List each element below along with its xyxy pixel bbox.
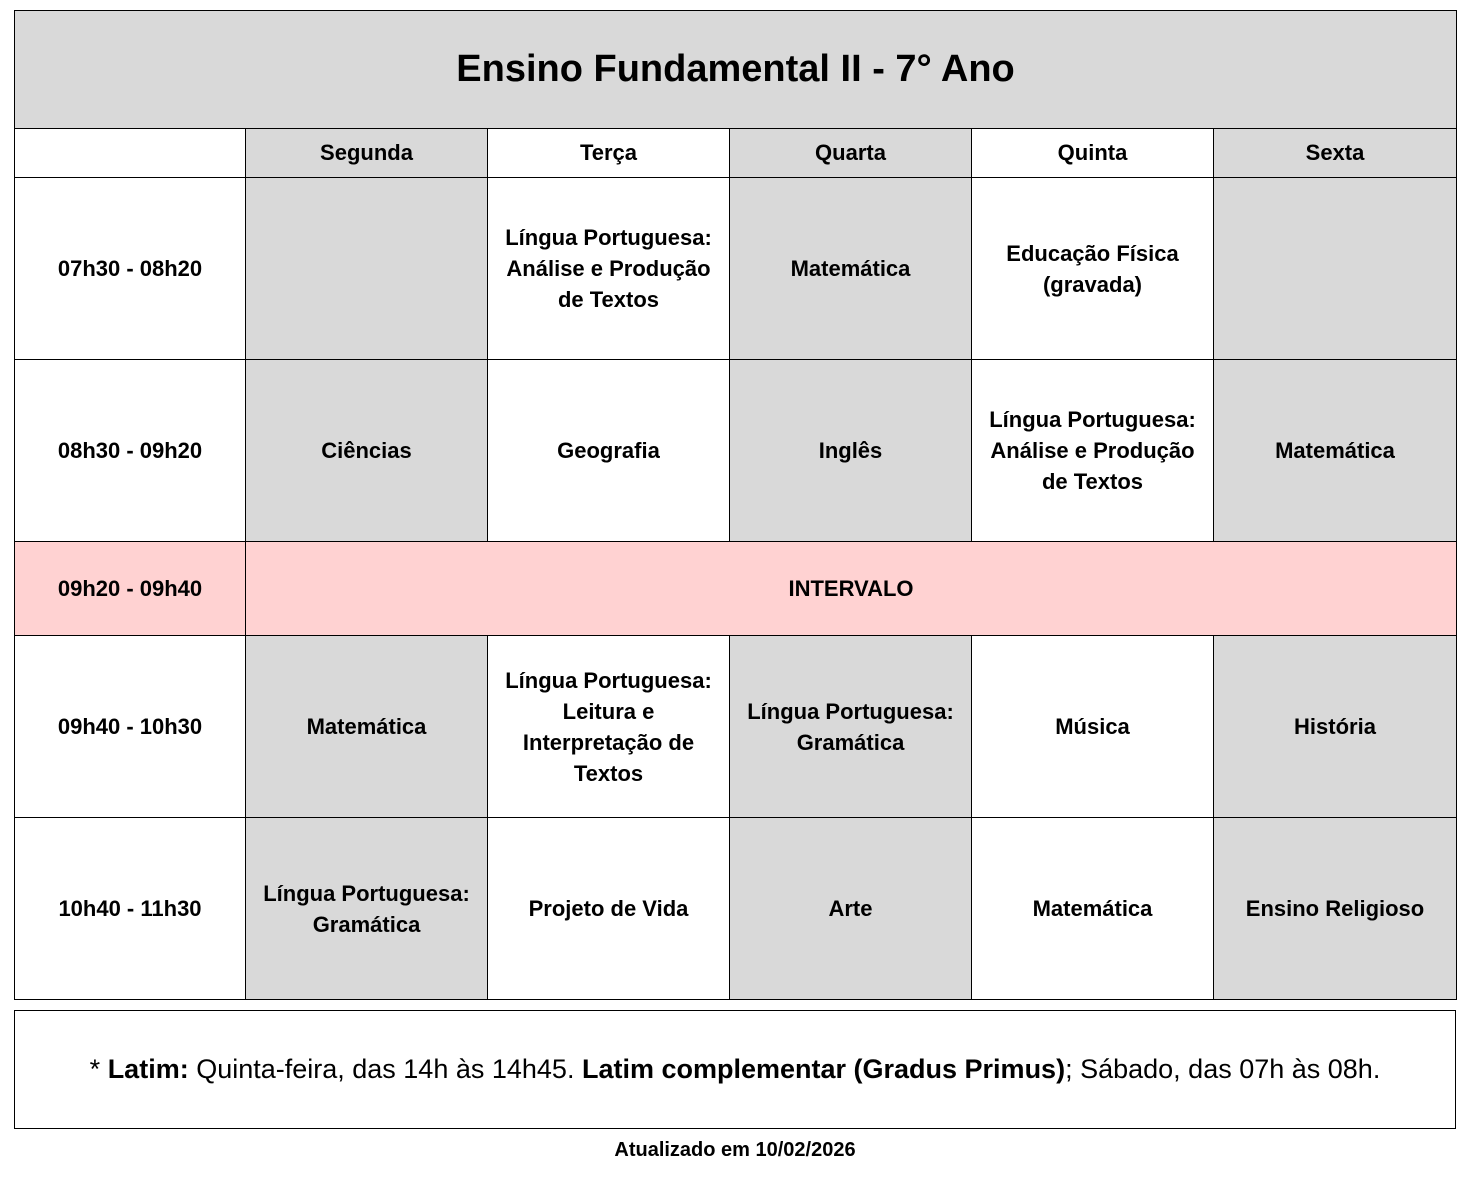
- class-cell: Língua Portuguesa: Gramática: [246, 818, 488, 1000]
- class-cell: Geografia: [488, 360, 730, 542]
- slot-row-3: [15, 636, 1457, 818]
- note-latim-label: Latim:: [107, 1054, 189, 1084]
- break-time-cell: 09h20 - 09h40: [15, 542, 246, 636]
- class-cell: [246, 178, 488, 360]
- slot-row-1: [15, 178, 1457, 360]
- class-cell: [1214, 178, 1457, 360]
- class-cell: Educação Física (gravada): [972, 178, 1214, 360]
- time-cell: 09h40 - 10h30: [15, 636, 246, 818]
- class-cell: Língua Portuguesa: Leitura e Interpretação de Textos: [488, 636, 730, 818]
- class-cell: Língua Portuguesa: Análise e Produção de Textos: [488, 178, 730, 360]
- day-header-terca: Terça: [488, 129, 730, 178]
- page-title: Ensino Fundamental II - 7° Ano: [15, 11, 1457, 129]
- class-cell: Projeto de Vida: [488, 818, 730, 1000]
- day-header-segunda: Segunda: [246, 129, 488, 178]
- slot-row-2: [15, 360, 1457, 542]
- class-cell: Língua Portuguesa: Análise e Produção de Textos: [972, 360, 1214, 542]
- note-latim-text: Quinta-feira, das 14h às 14h45.: [188, 1054, 582, 1084]
- break-label: INTERVALO: [246, 542, 1457, 636]
- latim-note: [14, 1010, 1456, 1129]
- class-cell: Música: [972, 636, 1214, 818]
- day-header-sexta: Sexta: [1214, 129, 1457, 178]
- break-row: [15, 542, 1457, 636]
- time-cell: 07h30 - 08h20: [15, 178, 246, 360]
- class-cell: Inglês: [730, 360, 972, 542]
- updated-date: Atualizado em 10/02/2026: [614, 1139, 856, 1161]
- class-cell: Matemática: [730, 178, 972, 360]
- class-cell: Língua Portuguesa: Gramática: [730, 636, 972, 818]
- header-row: [15, 129, 1457, 178]
- class-cell: Arte: [730, 818, 972, 1000]
- note-complement-label: Latim complementar (Gradus Primus): [581, 1054, 1066, 1084]
- schedule-table: [14, 10, 1457, 1000]
- day-header-quarta: Quarta: [730, 129, 972, 178]
- class-cell: Ensino Religioso: [1214, 818, 1457, 1000]
- corner-cell: [15, 129, 246, 178]
- time-cell: 10h40 - 11h30: [15, 818, 246, 1000]
- title-row: [15, 11, 1457, 129]
- class-cell: História: [1214, 636, 1457, 818]
- day-header-quinta: Quinta: [972, 129, 1214, 178]
- class-cell: Matemática: [246, 636, 488, 818]
- class-cell: Ciências: [246, 360, 488, 542]
- class-cell: Matemática: [972, 818, 1214, 1000]
- slot-row-4: [15, 818, 1457, 1000]
- time-cell: 08h30 - 09h20: [15, 360, 246, 542]
- class-cell: Matemática: [1214, 360, 1457, 542]
- note-prefix: *: [89, 1054, 108, 1084]
- note-complement-text: ; Sábado, das 07h às 08h.: [1065, 1054, 1381, 1084]
